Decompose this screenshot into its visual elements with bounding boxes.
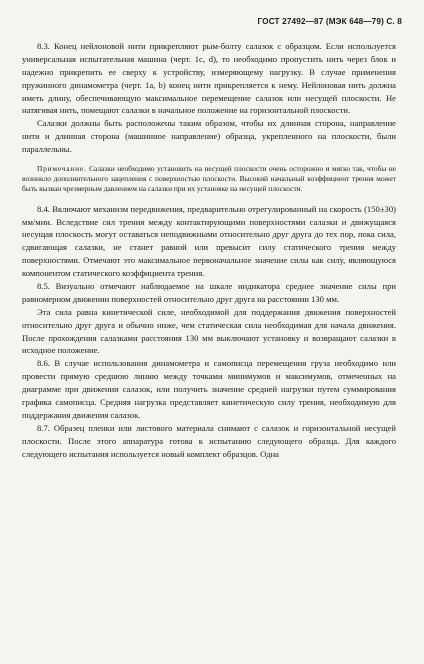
note-text: Салазки необходимо установить на несущей плоскости очень осторожно и мягко так, чтобы не возникло дополнительного зацепления с поверхностью плоскости. Высокий начальный коэффициент трения может быть вызван чрезмерным давлением на салазки при их установке на несущей плоскости. (22, 164, 396, 194)
paragraph: 8.3. Конец нейлоновой нити прикрепляют рым-болту салазок с образцом. Если используется универсальная испытательная машина (черт. 1c, d), то необходимо пропустить нить через блок и надежно прикрепить ее сверху к устройству, измеряющему нагрузку. В случае применения пружинного динамометра (черт. 1a, b) конец нити прикрепляется к нему. Нейлоновая нить должна иметь длину, обеспечивающую максимальное перемещение салазок или несущей плоскости. Не натягивая нить, помещают салазки в начальное положение на горизонтальной плоскости. (22, 41, 396, 116)
paragraph: 8.6. В случае использования динамометра и самописца перемещения груза необходимо или провести прямую среднюю линию между точками минимумов и максимумов, отмеченных на диаграмме при движении салазок, или получить значение средней нагрузки путем суммирования графика самописца. Средняя нагрузка представляет кинетическую силу трения, необходимую для поддержания движения салазок. (22, 358, 396, 420)
paragraph: 8.4. Включают механизм передвижения, предварительно отрегулированный на скорость (150±30) мм/мин. Вследствие сил трения между контактирующими поверхностями салазки и движущаяся несущая плоскость могут оставаться неподвижными относительно друг друга до тех пор, пока сила, сдвигающая салазки, не станет равной или превысит силу статического трения между поверхностями. Отмечают это максимальное первоначальное значение силы как силу, являющуюся компонентом статического коэффициента трения. (22, 203, 396, 279)
paragraph: Салазки должны быть расположены таким образом, чтобы их длинная сторона, направление нити и длинная сторона (машинное направление) образца, укрепленного на плоскости, были параллельны. (22, 118, 396, 155)
paragraph: 8.7. Образец пленки или листового материала снимают с салазок и горизонтальной несущей плоскости. После этого аппаратура готова к испытанию следующего образца. Для каждого следующего испытания используется новый комплект образцов. Одна (22, 422, 396, 459)
note (22, 164, 396, 195)
paragraph: Эта сила равна кинетической силе, необходимой для поддержания движения поверхностей относительно друг друга и обычно ниже, чем статическая сила необходимая для начала движения. После прохождения салазками расстояния 130 мм выключают установку и возвращают салазки в исходное положение. (22, 306, 396, 356)
paragraph: 8.5. Визуально отмечают наблюдаемое на шкале индикатора среднее значение силы при равномерном движении поверхностей относительно друг друга на расстоянии 130 мм. (22, 281, 396, 304)
document-body (22, 40, 396, 460)
note-label: Примечание. (37, 164, 87, 174)
page-header: ГОСТ 27492—87 (МЭК 648—79) С. 8 (257, 17, 402, 26)
